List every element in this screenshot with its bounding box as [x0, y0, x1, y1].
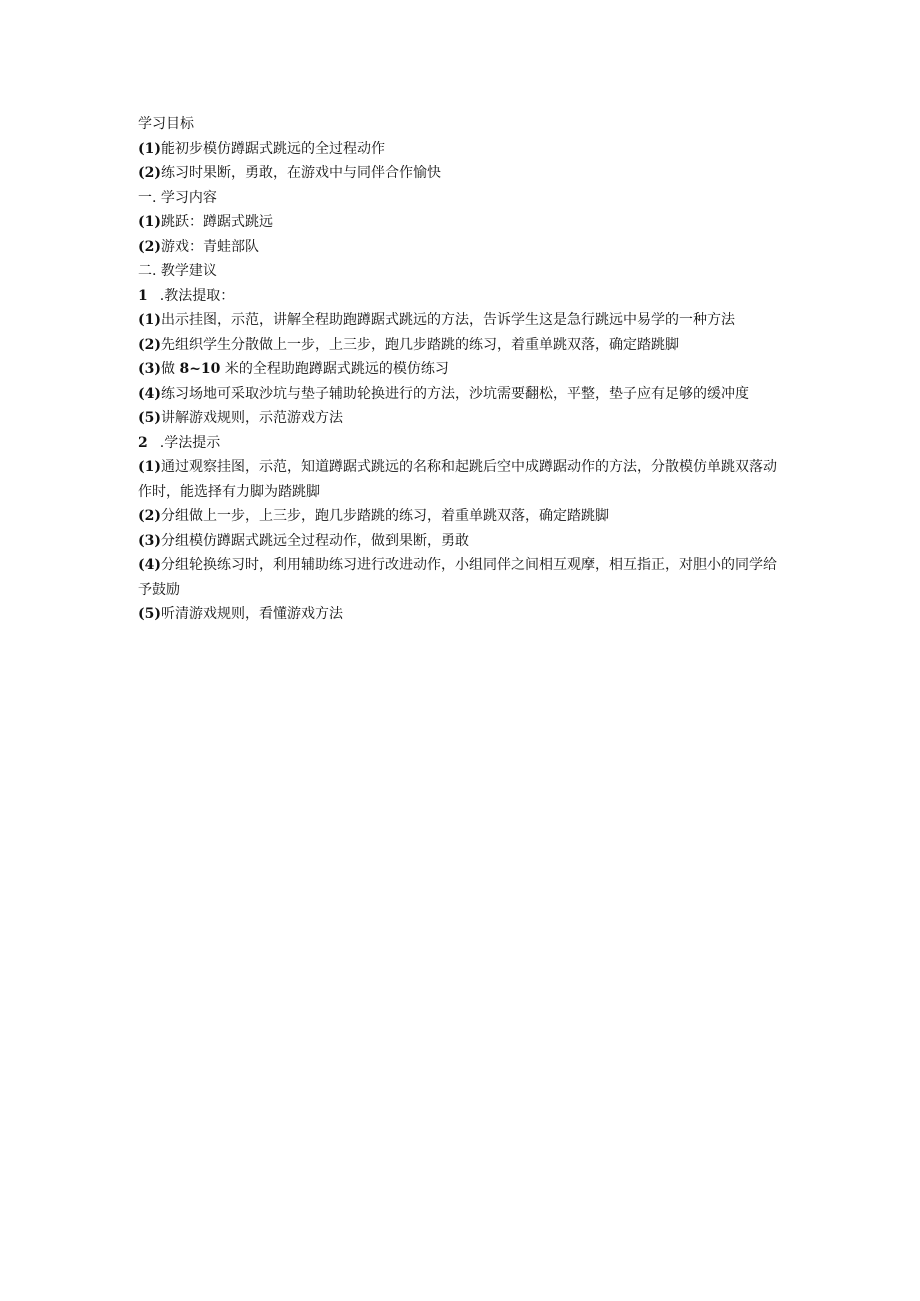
subsection-label: .学法提示	[159, 434, 221, 451]
subsection-label: .教法提取：	[159, 287, 235, 304]
item-number: (1)	[138, 214, 161, 230]
document-body	[138, 112, 788, 627]
content-item	[138, 235, 788, 260]
section-heading: 一. 学习内容	[138, 189, 217, 206]
item-text: 练习场地可采取沙坑与垫子辅助轮换进行的方法，沙坑需要翻松，平整，垫子应有足够的缓冲度	[161, 385, 749, 402]
item-text: 先组织学生分散做上一步，上三步，跑几步踏跳的练习，着重单跳双落，确定踏跳脚	[161, 336, 679, 353]
item-number: (1)	[138, 140, 161, 157]
item-number: (2)	[138, 238, 161, 255]
tip-item	[138, 529, 788, 554]
page-title: 学习目标	[138, 116, 194, 132]
tip-item	[138, 455, 788, 504]
item-number: (1)	[138, 459, 161, 475]
item-text: 分组轮换练习时，利用辅助练习进行改进动作，小组同伴之间相互观摩，相互指正，对胆小的同学给予鼓励	[138, 557, 777, 598]
item-text: 通过观察挂图，示范，知道蹲踞式跳远的名称和起跳后空中成蹲踞动作的方法，分散模仿单跳双落动作时，能选择有力脚为踏跳脚	[138, 459, 777, 500]
section-heading: 二. 教学建议	[138, 263, 217, 279]
item-number: (4)	[138, 385, 161, 402]
tip-item	[138, 504, 788, 529]
item-text: 出示挂图，示范，讲解全程助跑蹲踞式跳远的方法，告诉学生这是急行跳远中易学的一种方法	[161, 312, 735, 328]
suggestion-item	[138, 357, 788, 382]
item-bold-value: 8~10	[179, 361, 221, 377]
objective-item	[138, 137, 788, 162]
suggestion-item	[138, 382, 788, 407]
item-number: (2)	[138, 336, 161, 353]
item-number: (5)	[138, 410, 161, 426]
subsection-number: 1	[138, 287, 148, 304]
suggestion-item	[138, 406, 788, 431]
suggestion-item	[138, 308, 788, 333]
item-text: 讲解游戏规则，示范游戏方法	[161, 410, 343, 426]
subsection-heading	[138, 431, 788, 456]
item-number: (1)	[138, 312, 161, 328]
item-text-prefix: 做	[161, 361, 180, 377]
item-number: (3)	[138, 532, 161, 549]
content-item	[138, 210, 788, 235]
item-number: (3)	[138, 361, 161, 377]
item-text: 听清游戏规则，看懂游戏方法	[161, 606, 343, 622]
item-text: 米的全程助跑蹲踞式跳远的模仿练习	[220, 361, 449, 377]
item-text: 能初步模仿蹲踞式跳远的全过程动作	[161, 140, 385, 157]
item-text: 分组做上一步，上三步，跑几步踏跳的练习，着重单跳双落，确定踏跳脚	[161, 508, 609, 524]
tip-item	[138, 553, 788, 602]
item-number: (2)	[138, 508, 161, 524]
objective-item	[138, 161, 788, 186]
subsection-heading	[138, 284, 788, 309]
item-number: (5)	[138, 606, 161, 622]
subsection-number: 2	[138, 434, 148, 451]
item-text: 练习时果断，勇敢，在游戏中与同伴合作愉快	[161, 165, 441, 181]
item-text: 跳跃：蹲踞式跳远	[161, 214, 273, 230]
item-text: 分组模仿蹲踞式跳远全过程动作，做到果断，勇敢	[161, 532, 469, 549]
suggestion-item	[138, 333, 788, 358]
item-number: (4)	[138, 557, 161, 573]
item-number: (2)	[138, 165, 161, 181]
item-text: 游戏：青蛙部队	[161, 238, 259, 255]
tip-item	[138, 602, 788, 627]
